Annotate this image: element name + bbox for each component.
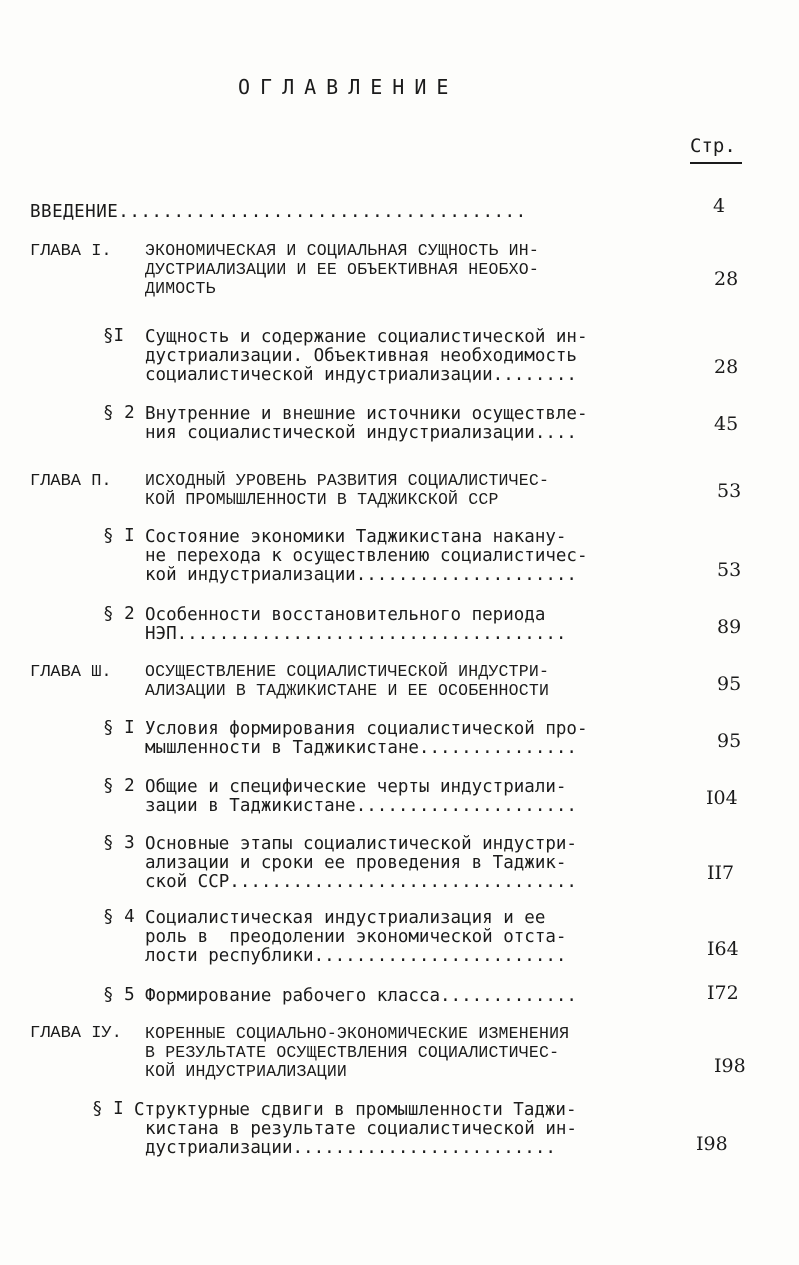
intro-page-number: 4 (713, 195, 726, 217)
section-line: Формирование рабочего класса............. (145, 986, 577, 1006)
section-mark: § I (103, 526, 135, 546)
section-page-number: 53 (717, 559, 742, 581)
section-page-number: I04 (706, 787, 738, 809)
section-line: ализации и сроки ее проведения в Таджик- (145, 853, 567, 873)
section-page-number: 28 (714, 356, 739, 378)
section-line: Социалистическая индустриализация и ее (145, 908, 546, 928)
section-line: Общие и специфические черты индустриали- (145, 777, 567, 797)
section-mark: § 4 (103, 907, 135, 927)
section-mark: §I (103, 326, 125, 346)
section-line: Условия формирования социалистической про- (145, 719, 588, 739)
section-page-number: 45 (714, 413, 739, 435)
column-header-underline (690, 162, 742, 164)
section-line: кистана в результате социалистической ин- (145, 1119, 577, 1139)
section-line: Внутренние и внешние источники осуществле- (145, 404, 588, 424)
section-line: Структурные сдвиги в промышленности Таджи- (134, 1100, 577, 1120)
chapter-label: ГЛАВА П. (30, 472, 112, 491)
section-line: лости республики........................ (145, 946, 567, 966)
chapter-title-line: ДУСТРИАЛИЗАЦИИ И ЕЕ ОБЪЕКТИВНАЯ НЕОБХО- (145, 260, 539, 279)
section-line: дустриализации......................... (145, 1138, 556, 1158)
chapter-title-line: КОЙ ПРОМЫШЛЕННОСТИ В ТАДЖИКСКОЙ ССР (145, 490, 499, 509)
section-line: кой индустриализации..................... (145, 565, 577, 585)
section-line: Основные этапы социалистической индустри- (145, 834, 577, 854)
section-mark: § I (92, 1099, 124, 1119)
section-mark: § 2 (103, 604, 135, 624)
section-page-number: I64 (707, 938, 739, 960)
section-mark: § 5 (103, 985, 135, 1005)
section-page-number: 95 (717, 730, 742, 752)
section-line: ской ССР................................. (145, 872, 577, 892)
section-mark: § 2 (103, 403, 135, 423)
section-mark: § 3 (103, 833, 135, 853)
section-page-number: II7 (707, 862, 735, 884)
section-line: НЭП..................................... (145, 624, 567, 644)
page-column-header: Стр. (690, 135, 736, 157)
section-line: социалистической индустриализации........ (145, 365, 577, 385)
section-line: дустриализации. Объективная необходимость (145, 346, 577, 366)
chapter-page-number: I98 (714, 1055, 746, 1077)
chapter-title-line: КОЙ ИНДУСТРИАЛИЗАЦИИ (145, 1062, 348, 1081)
chapter-page-number: 28 (714, 268, 739, 290)
chapter-page-number: 95 (717, 673, 742, 695)
chapter-title-line: ЭКОНОМИЧЕСКАЯ И СОЦИАЛЬНАЯ СУЩНОСТЬ ИН- (145, 241, 539, 260)
section-page-number: 89 (717, 616, 742, 638)
chapter-title-line: ИСХОДНЫЙ УРОВЕНЬ РАЗВИТИЯ СОЦИАЛИСТИЧЕС- (145, 471, 550, 490)
chapter-title-line: КОРЕННЫЕ СОЦИАЛЬНО-ЭКОНОМИЧЕСКИЕ ИЗМЕНЕНИЯ (145, 1024, 570, 1043)
chapter-title-line: ОСУЩЕСТВЛЕНИЕ СОЦИАЛИСТИЧЕСКОЙ ИНДУСТРИ- (145, 662, 550, 681)
section-line: зации в Таджикистане..................... (145, 796, 577, 816)
section-line: роль в преодолении экономической отста- (145, 927, 567, 947)
section-line: мышленности в Таджикистане............... (145, 738, 577, 758)
chapter-label: ГЛАВА IУ. (30, 1024, 122, 1043)
section-page-number: I98 (696, 1133, 728, 1155)
toc-title: ОГЛАВЛЕНИЕ (238, 75, 459, 99)
chapter-page-number: 53 (717, 480, 742, 502)
intro-entry: ВВЕДЕНИЕ..................................... (30, 202, 527, 222)
chapter-title-line: АЛИЗАЦИИ В ТАДЖИКИСТАНЕ И ЕЕ ОСОБЕННОСТИ (145, 681, 550, 700)
chapter-title-line: В РЕЗУЛЬТАТЕ ОСУЩЕСТВЛЕНИЯ СОЦИАЛИСТИЧЕС- (145, 1043, 560, 1062)
section-mark: § I (103, 718, 135, 738)
chapter-label: ГЛАВА I. (30, 242, 112, 261)
section-line: ния социалистической индустриализации.... (145, 423, 577, 443)
chapter-title-line: ДИМОСТЬ (145, 279, 216, 298)
section-page-number: I72 (707, 982, 739, 1004)
section-line: Сущность и содержание социалистической ин- (145, 327, 588, 347)
section-line: Особенности восстановительного периода (145, 605, 546, 625)
section-line: не перехода к осуществлению социалистичес- (145, 546, 588, 566)
section-mark: § 2 (103, 776, 135, 796)
chapter-label: ГЛАВА Ш. (30, 663, 112, 682)
section-line: Состояние экономики Таджикистана накану- (145, 527, 567, 547)
